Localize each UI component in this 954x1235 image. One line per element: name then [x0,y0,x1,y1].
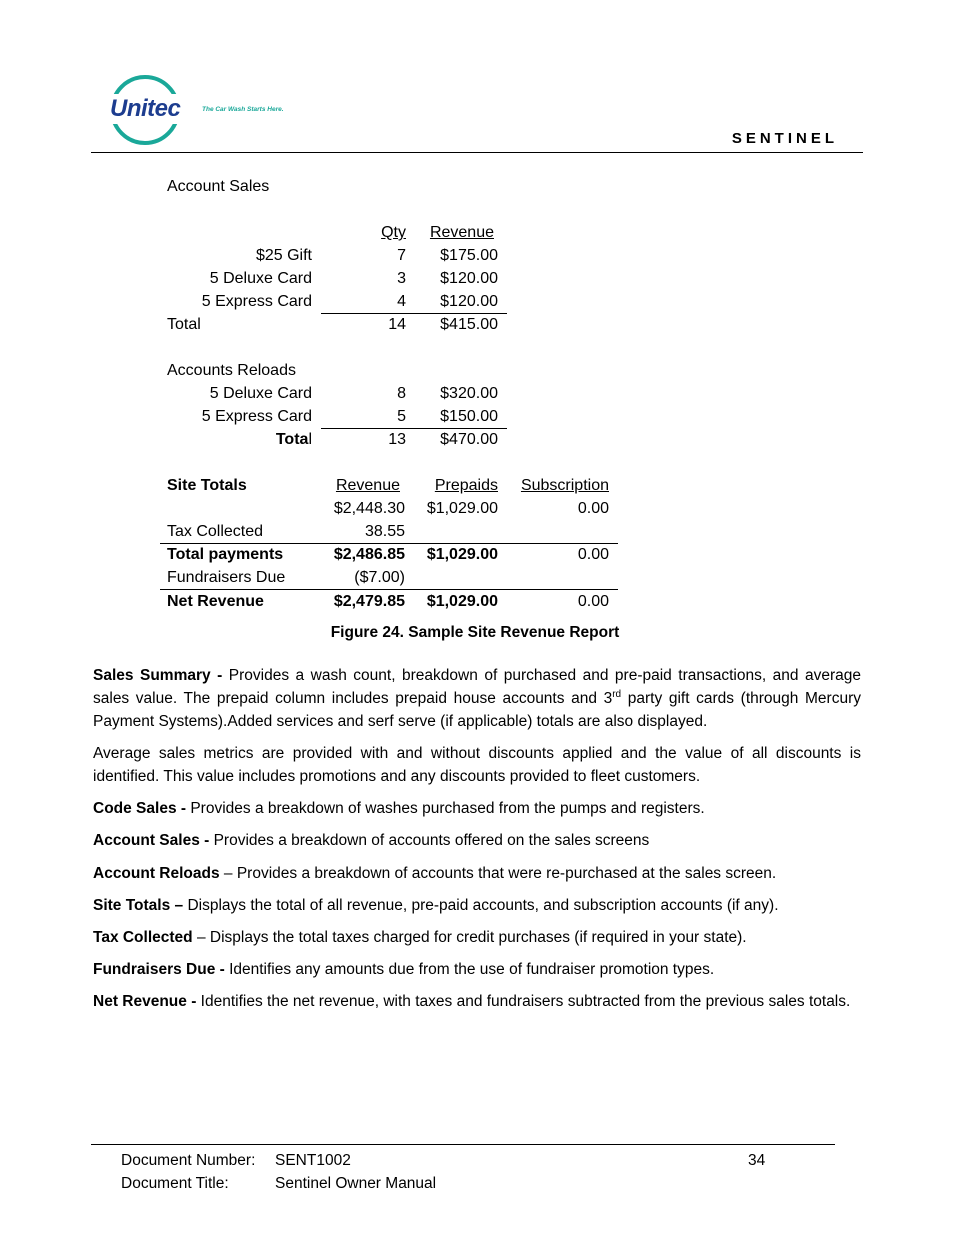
paragraph-code-sales: Code Sales - Provides a breakdown of washes purchased from the pumps and registers. [93,800,705,817]
site-row-revenue: $2,448.30 [333,500,405,517]
paragraph-account-sales: Account Sales - Provides a breakdown of accounts offered on the sales screens [93,832,650,849]
total-payments-subscription: 0.00 [577,546,609,563]
account-reloads-row-qty: 5 [397,408,406,425]
paragraph-sales-summary: Sales Summary - Provides a wash count, breakdown of purchased and pre-paid transactions, and average sales value. The prepaid column includes prepaid house accounts and 3rd party gift cards (through Mercury Payment Systems).Added services and serf serve (if applicable) totals are also displayed. [93,667,861,730]
account-reloads-total-rule [321,428,507,429]
account-reloads-total-qty: 13 [388,431,406,448]
fundraisers-due-value: ($7.00) [354,569,405,586]
account-sales-row-qty: 4 [397,293,406,310]
doc-title-label: Document Title: [121,1175,229,1192]
site-col-revenue: Revenue [335,477,400,494]
tax-collected-value: 38.55 [364,523,405,540]
net-revenue-revenue: $2,479.85 [333,593,405,610]
account-reloads-row-label: 5 Express Card [201,408,312,425]
footer-divider [91,1144,835,1145]
account-sales-row-revenue: $120.00 [440,293,498,310]
account-sales-row-label: $25 Gift [255,247,312,264]
account-sales-row-qty: 7 [397,247,406,264]
paragraph-tax-collected: Tax Collected – Displays the total taxes charged for credit purchases (if required in your state). [93,929,747,946]
net-revenue-subscription: 0.00 [577,593,609,610]
doc-number-value: SENT1002 [275,1152,351,1169]
site-row-subscription: 0.00 [577,500,609,517]
account-sales-row-revenue: $175.00 [440,247,498,264]
total-payments-rule [160,543,618,544]
paragraph-fundraisers-due: Fundraisers Due - Identifies any amounts due from the use of fundraiser promotion types. [93,961,715,978]
account-sales-row-qty: 3 [397,270,406,287]
doc-title-value: Sentinel Owner Manual [275,1175,437,1192]
paragraph-net-revenue: Net Revenue - Identifies the net revenue, with taxes and fundraisers subtracted from the previous sales totals. [93,993,851,1010]
account-sales-row-label: 5 Deluxe Card [209,270,312,287]
account-reloads-row-revenue: $150.00 [440,408,498,425]
account-sales-total-qty: 14 [388,316,406,333]
net-revenue-label: Net Revenue [167,593,264,610]
doc-number-label: Document Number: [121,1152,256,1169]
site-col-subscription: Subscription [520,477,609,494]
total-payments-label: Total payments [167,546,284,563]
account-sales-row-label: 5 Express Card [201,293,312,310]
col-revenue-header: Revenue [429,224,494,241]
fundraisers-due-label: Fundraisers Due [167,569,286,586]
paragraph-site-totals: Site Totals – Displays the total of all revenue, pre-paid accounts, and subscription accounts (if any). [93,897,779,914]
unitec-logo [108,74,298,148]
account-reloads-total-revenue: $470.00 [440,431,498,448]
account-reloads-row-qty: 8 [397,385,406,402]
paragraph-average-sales: Average sales metrics are provided with and without discounts applied and the value of all discounts is identified. This value includes promotions and any discounts provided to fleet customers. [93,745,861,785]
col-qty-header: Qty [381,224,406,241]
net-revenue-rule [160,589,618,590]
total-payments-prepaids: $1,029.00 [426,546,498,563]
site-row-prepaids: $1,029.00 [426,500,498,517]
account-reloads-total-label: Total [275,431,312,448]
logo-tagline: The Car Wash Starts Here. [202,106,284,113]
site-totals-title: Site Totals [167,477,247,494]
paragraph-account-reloads: Account Reloads – Provides a breakdown of accounts that were re-purchased at the sales screen. [93,865,777,882]
account-reloads-row-revenue: $320.00 [440,385,498,402]
header-divider [91,152,863,153]
page-number: 34 [748,1152,766,1169]
account-sales-title: Account Sales [167,178,270,195]
account-reloads-title: Accounts Reloads [167,362,296,379]
net-revenue-prepaids: $1,029.00 [426,593,498,610]
account-sales-total-revenue: $415.00 [440,316,498,333]
site-col-prepaids: Prepaids [434,477,498,494]
brand-title: SENTINEL [731,130,838,147]
total-payments-revenue: $2,486.85 [333,546,405,563]
account-sales-total-label: Total [167,316,201,333]
tax-collected-label: Tax Collected [167,523,264,540]
logo-wordmark: Unitec [110,95,181,122]
figure-caption: Figure 24. Sample Site Revenue Report [330,624,620,641]
account-sales-row-revenue: $120.00 [440,270,498,287]
account-reloads-row-label: 5 Deluxe Card [209,385,312,402]
account-sales-total-rule [321,313,507,314]
